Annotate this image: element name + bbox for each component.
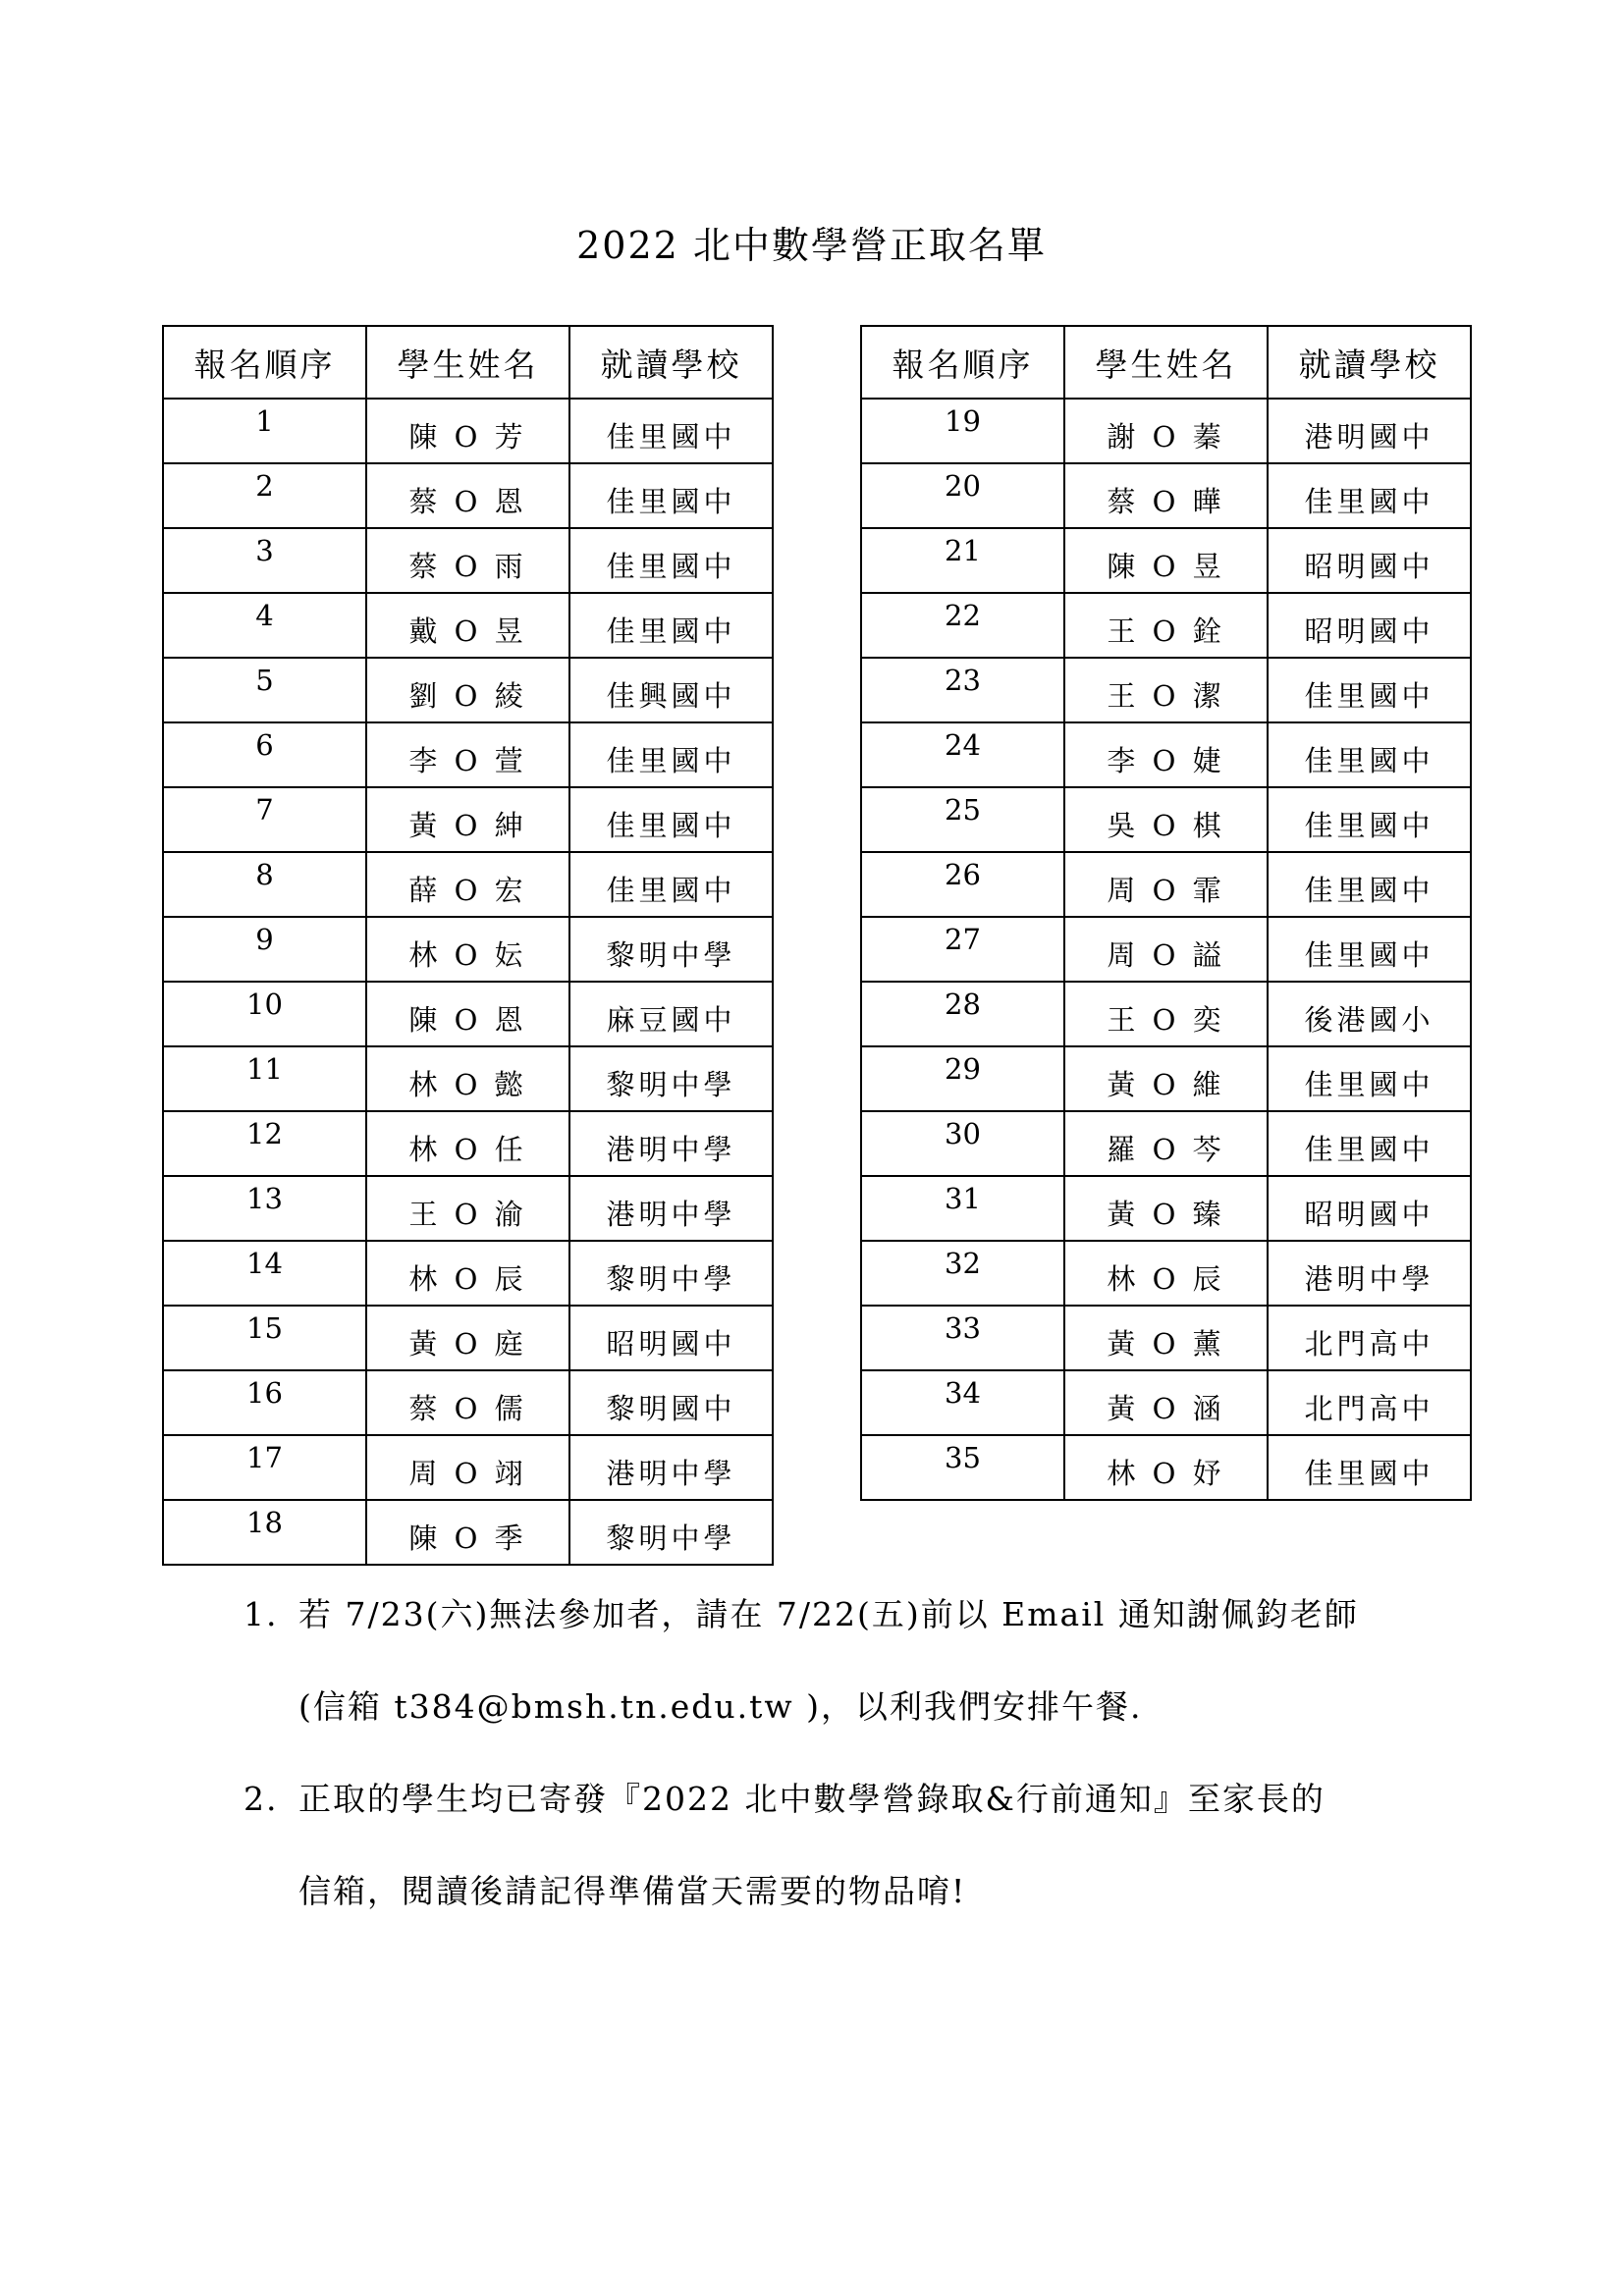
order-cell: 22 xyxy=(861,593,1064,658)
table-row xyxy=(861,1176,1471,1241)
order-cell: 7 xyxy=(163,787,366,852)
school-cell: 佳里國中 xyxy=(1268,787,1471,852)
order-cell: 24 xyxy=(861,722,1064,787)
order-cell: 16 xyxy=(163,1370,366,1435)
note-number: 1. xyxy=(243,1595,279,1633)
header-order: 報名順序 xyxy=(163,326,366,399)
table-row xyxy=(861,1435,1471,1500)
student-name-cell: 王 O 潔 xyxy=(1064,658,1268,722)
header-order: 報名順序 xyxy=(861,326,1064,399)
order-cell: 23 xyxy=(861,658,1064,722)
table-row xyxy=(163,722,773,787)
table-row xyxy=(861,1241,1471,1306)
student-name-cell: 蔡 O 恩 xyxy=(366,463,569,528)
order-cell: 28 xyxy=(861,982,1064,1046)
student-name-cell: 王 O 奕 xyxy=(1064,982,1268,1046)
order-cell: 14 xyxy=(163,1241,366,1306)
school-cell: 佳里國中 xyxy=(1268,463,1471,528)
order-cell: 9 xyxy=(163,917,366,982)
school-cell: 黎明中學 xyxy=(569,917,773,982)
student-name-cell: 黃 O 薰 xyxy=(1064,1306,1268,1370)
table-row xyxy=(163,787,773,852)
table-row xyxy=(861,528,1471,593)
student-name-cell: 陳 O 昱 xyxy=(1064,528,1268,593)
school-cell: 佳里國中 xyxy=(569,399,773,463)
order-cell: 35 xyxy=(861,1435,1064,1500)
notes-list xyxy=(243,1569,1471,1938)
table-row xyxy=(861,852,1471,917)
table-row xyxy=(163,917,773,982)
table-row xyxy=(163,1370,773,1435)
header-school: 就讀學校 xyxy=(569,326,773,399)
header-student-name: 學生姓名 xyxy=(1064,326,1268,399)
student-name-cell: 林 O 妤 xyxy=(1064,1435,1268,1500)
student-name-cell: 李 O 萱 xyxy=(366,722,569,787)
order-cell: 2 xyxy=(163,463,366,528)
school-cell: 佳里國中 xyxy=(1268,722,1471,787)
student-name-cell: 王 O 渝 xyxy=(366,1176,569,1241)
school-cell: 佳興國中 xyxy=(569,658,773,722)
table-row xyxy=(163,658,773,722)
order-cell: 30 xyxy=(861,1111,1064,1176)
student-name-cell: 蔡 O 雨 xyxy=(366,528,569,593)
header-school: 就讀學校 xyxy=(1268,326,1471,399)
student-name-cell: 周 O 霏 xyxy=(1064,852,1268,917)
table-row xyxy=(163,982,773,1046)
order-cell: 34 xyxy=(861,1370,1064,1435)
table-row xyxy=(163,1176,773,1241)
school-cell: 佳里國中 xyxy=(569,528,773,593)
student-name-cell: 黃 O 庭 xyxy=(366,1306,569,1370)
table-row xyxy=(163,528,773,593)
note-item xyxy=(243,1753,1471,1938)
school-cell: 佳里國中 xyxy=(1268,852,1471,917)
school-cell: 佳里國中 xyxy=(569,463,773,528)
student-name-cell: 戴 O 昱 xyxy=(366,593,569,658)
school-cell: 佳里國中 xyxy=(1268,1046,1471,1111)
student-name-cell: 吳 O 棋 xyxy=(1064,787,1268,852)
school-cell: 昭明國中 xyxy=(1268,593,1471,658)
note-line: 若 7/23(六)無法參加者，請在 7/22(五)前以 Email 通知謝佩鈞老師 xyxy=(298,1595,1359,1633)
table-header-row xyxy=(163,326,773,399)
student-name-cell: 林 O 妘 xyxy=(366,917,569,982)
student-name-cell: 黃 O 紳 xyxy=(366,787,569,852)
order-cell: 32 xyxy=(861,1241,1064,1306)
school-cell: 港明中學 xyxy=(569,1435,773,1500)
school-cell: 黎明中學 xyxy=(569,1046,773,1111)
school-cell: 昭明國中 xyxy=(1268,528,1471,593)
school-cell: 昭明國中 xyxy=(569,1306,773,1370)
table-row xyxy=(861,1370,1471,1435)
student-name-cell: 陳 O 恩 xyxy=(366,982,569,1046)
table-row xyxy=(861,463,1471,528)
note-number: 2. xyxy=(243,1780,279,1818)
school-cell: 港明中學 xyxy=(1268,1241,1471,1306)
school-cell: 佳里國中 xyxy=(569,852,773,917)
school-cell: 港明中學 xyxy=(569,1111,773,1176)
student-name-cell: 陳 O 芳 xyxy=(366,399,569,463)
order-cell: 21 xyxy=(861,528,1064,593)
order-cell: 19 xyxy=(861,399,1064,463)
roster-table-right xyxy=(860,325,1472,1501)
school-cell: 黎明國中 xyxy=(569,1370,773,1435)
order-cell: 31 xyxy=(861,1176,1064,1241)
order-cell: 4 xyxy=(163,593,366,658)
table-row xyxy=(861,1306,1471,1370)
student-name-cell: 羅 O 芩 xyxy=(1064,1111,1268,1176)
table-row xyxy=(163,1111,773,1176)
school-cell: 港明國中 xyxy=(1268,399,1471,463)
order-cell: 5 xyxy=(163,658,366,722)
table-row xyxy=(163,1500,773,1565)
order-cell: 15 xyxy=(163,1306,366,1370)
student-name-cell: 王 O 銓 xyxy=(1064,593,1268,658)
student-name-cell: 黃 O 臻 xyxy=(1064,1176,1268,1241)
table-row xyxy=(861,658,1471,722)
table-row xyxy=(861,1046,1471,1111)
order-cell: 1 xyxy=(163,399,366,463)
student-name-cell: 林 O 懿 xyxy=(366,1046,569,1111)
student-name-cell: 蔡 O 曄 xyxy=(1064,463,1268,528)
school-cell: 麻豆國中 xyxy=(569,982,773,1046)
note-line: (信箱 t384@bmsh.tn.edu.tw )，以利我們安排午餐. xyxy=(298,1687,1143,1726)
table-row xyxy=(163,593,773,658)
table-row xyxy=(163,1241,773,1306)
roster-body-left xyxy=(163,399,773,1565)
order-cell: 3 xyxy=(163,528,366,593)
order-cell: 26 xyxy=(861,852,1064,917)
table-row xyxy=(861,982,1471,1046)
school-cell: 北門高中 xyxy=(1268,1370,1471,1435)
table-row xyxy=(163,1046,773,1111)
student-name-cell: 林 O 辰 xyxy=(1064,1241,1268,1306)
note-item xyxy=(243,1569,1471,1753)
table-header-row xyxy=(861,326,1471,399)
table-row xyxy=(861,399,1471,463)
student-name-cell: 謝 O 蓁 xyxy=(1064,399,1268,463)
order-cell: 10 xyxy=(163,982,366,1046)
school-cell: 佳里國中 xyxy=(1268,917,1471,982)
table-row xyxy=(163,463,773,528)
order-cell: 17 xyxy=(163,1435,366,1500)
student-name-cell: 周 O 謚 xyxy=(1064,917,1268,982)
order-cell: 12 xyxy=(163,1111,366,1176)
note-line: 信箱，閱讀後請記得準備當天需要的物品唷! xyxy=(298,1872,967,1910)
order-cell: 13 xyxy=(163,1176,366,1241)
school-cell: 佳里國中 xyxy=(1268,658,1471,722)
school-cell: 佳里國中 xyxy=(1268,1111,1471,1176)
header-student-name: 學生姓名 xyxy=(366,326,569,399)
table-row xyxy=(163,1306,773,1370)
order-cell: 18 xyxy=(163,1500,366,1565)
note-line: 正取的學生均已寄發『2022 北中數學營錄取&行前通知』至家長的 xyxy=(298,1780,1325,1818)
student-name-cell: 薛 O 宏 xyxy=(366,852,569,917)
table-row xyxy=(861,1111,1471,1176)
student-name-cell: 林 O 辰 xyxy=(366,1241,569,1306)
school-cell: 昭明國中 xyxy=(1268,1176,1471,1241)
order-cell: 25 xyxy=(861,787,1064,852)
roster-body-right xyxy=(861,399,1471,1500)
school-cell: 佳里國中 xyxy=(569,593,773,658)
order-cell: 8 xyxy=(163,852,366,917)
school-cell: 港明中學 xyxy=(569,1176,773,1241)
school-cell: 佳里國中 xyxy=(1268,1435,1471,1500)
school-cell: 佳里國中 xyxy=(569,787,773,852)
student-name-cell: 陳 O 季 xyxy=(366,1500,569,1565)
student-name-cell: 林 O 任 xyxy=(366,1111,569,1176)
roster-table-left xyxy=(162,325,774,1566)
order-cell: 6 xyxy=(163,722,366,787)
student-name-cell: 黃 O 涵 xyxy=(1064,1370,1268,1435)
order-cell: 20 xyxy=(861,463,1064,528)
school-cell: 北門高中 xyxy=(1268,1306,1471,1370)
table-row xyxy=(861,917,1471,982)
student-name-cell: 蔡 O 儒 xyxy=(366,1370,569,1435)
table-row xyxy=(163,852,773,917)
order-cell: 27 xyxy=(861,917,1064,982)
page-title: 2022 北中數學營正取名單 xyxy=(576,224,1047,267)
table-row xyxy=(861,593,1471,658)
table-row xyxy=(861,787,1471,852)
student-name-cell: 周 O 翊 xyxy=(366,1435,569,1500)
student-name-cell: 劉 O 綾 xyxy=(366,658,569,722)
table-row xyxy=(861,722,1471,787)
order-cell: 33 xyxy=(861,1306,1064,1370)
school-cell: 黎明中學 xyxy=(569,1500,773,1565)
school-cell: 黎明中學 xyxy=(569,1241,773,1306)
student-name-cell: 黃 O 維 xyxy=(1064,1046,1268,1111)
table-row xyxy=(163,399,773,463)
order-cell: 11 xyxy=(163,1046,366,1111)
school-cell: 佳里國中 xyxy=(569,722,773,787)
order-cell: 29 xyxy=(861,1046,1064,1111)
table-row xyxy=(163,1435,773,1500)
student-name-cell: 李 O 婕 xyxy=(1064,722,1268,787)
school-cell: 後港國小 xyxy=(1268,982,1471,1046)
